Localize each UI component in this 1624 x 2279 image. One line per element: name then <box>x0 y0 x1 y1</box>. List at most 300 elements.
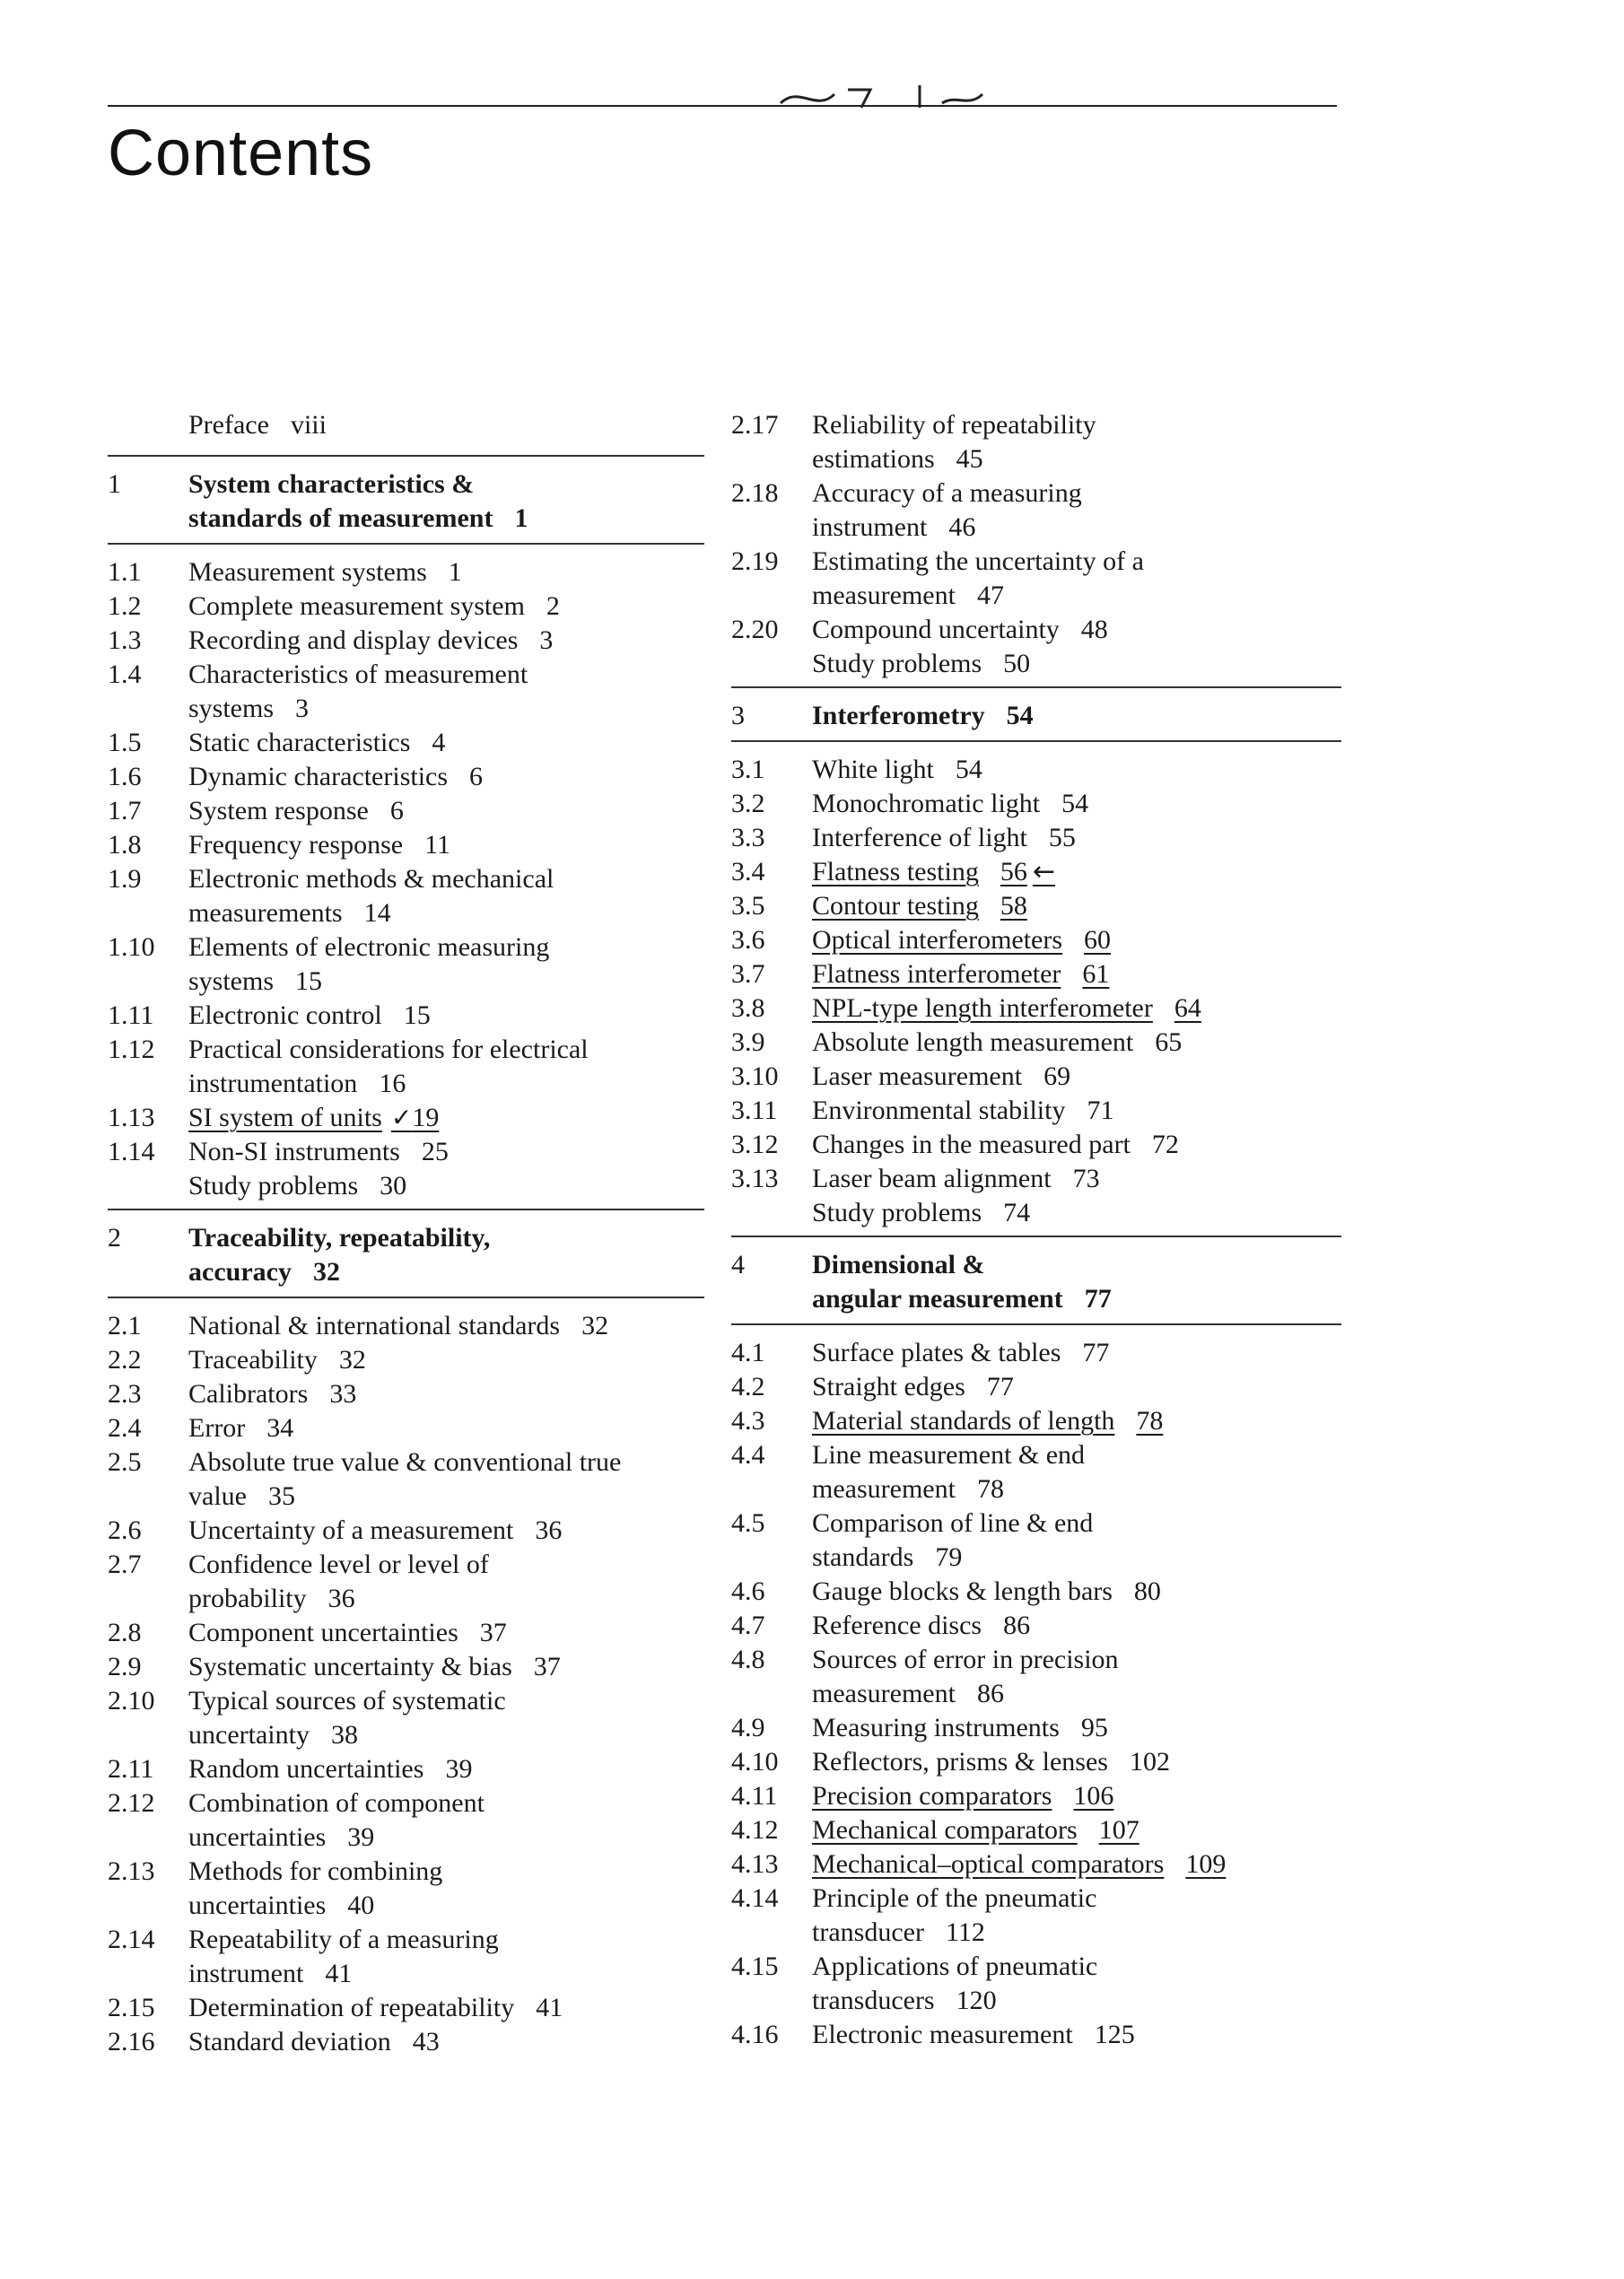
entry-title: Accuracy of a measuring <box>812 478 1082 508</box>
study-problems[interactable] <box>108 1169 704 1203</box>
toc-entry[interactable] <box>108 1650 704 1684</box>
entry-title: Monochromatic light <box>812 789 1041 818</box>
toc-entry[interactable] <box>731 889 1341 923</box>
toc-entry[interactable] <box>108 555 704 589</box>
entry-title: Principle of the pneumatic <box>812 1883 1097 1913</box>
toc-entry[interactable] <box>731 2018 1341 2052</box>
chapter-number: 4 <box>731 1250 745 1279</box>
toc-entry[interactable] <box>731 408 1341 476</box>
divider <box>731 740 1341 742</box>
entry-number: 2.14 <box>108 1925 155 1954</box>
entry-title-line2: transducers <box>812 1986 935 2015</box>
chapter-2-continued-entries <box>731 408 1341 647</box>
divider <box>108 455 704 457</box>
study-problems[interactable] <box>731 1196 1341 1230</box>
toc-entry[interactable] <box>731 1847 1341 1882</box>
toc-entry[interactable] <box>731 855 1341 889</box>
entry-page: 41 <box>536 1993 563 2022</box>
entry-title: Measuring instruments <box>812 1713 1060 1742</box>
entry-number: 1.7 <box>108 796 142 825</box>
entry-title-line2: instrument <box>812 512 928 542</box>
entry-number: 4.12 <box>731 1815 779 1845</box>
chapter-3-entries <box>731 753 1341 1196</box>
toc-entry[interactable] <box>108 1343 704 1377</box>
entry-number: 4.7 <box>731 1611 765 1640</box>
toc-entry[interactable] <box>731 1643 1341 1711</box>
entry-number: 1.3 <box>108 625 142 655</box>
toc-entry[interactable] <box>108 1101 704 1135</box>
entry-number: 1.4 <box>108 659 142 689</box>
entry-number: 1.13 <box>108 1103 155 1132</box>
entry-page: 38 <box>330 1720 358 1750</box>
entry-page: 73 <box>1072 1164 1100 1193</box>
entry-title: Systematic uncertainty & bias <box>188 1652 512 1681</box>
toc-entry[interactable] <box>731 1060 1341 1094</box>
entry-title: Changes in the measured part <box>812 1130 1131 1159</box>
toc-entry[interactable] <box>108 862 704 930</box>
entry-page: 60 <box>1084 925 1112 955</box>
toc-entry[interactable] <box>108 726 704 760</box>
divider <box>731 1236 1341 1237</box>
toc-entry[interactable] <box>731 1506 1341 1575</box>
entry-number: 2.12 <box>108 1788 155 1818</box>
toc-entry[interactable] <box>731 923 1341 957</box>
entry-number: 3.2 <box>731 789 765 818</box>
toc-entry[interactable] <box>731 476 1341 545</box>
entry-page: 64 <box>1174 993 1201 1023</box>
entry-title: Gauge blocks & length bars <box>812 1576 1113 1606</box>
entry-page: 80 <box>1133 1576 1161 1606</box>
entry-number: 4.13 <box>731 1849 779 1879</box>
entry-page: 32 <box>338 1345 366 1375</box>
entry-number: 2.7 <box>108 1550 142 1579</box>
study-label: Study problems <box>812 649 982 678</box>
entry-number: 1.9 <box>108 864 142 894</box>
entry-number: 2.13 <box>108 1856 155 1886</box>
divider <box>108 543 704 545</box>
entry-number: 2.17 <box>731 410 779 440</box>
entry-title-line2: measurement <box>812 581 956 610</box>
entry-title: Random uncertainties <box>188 1754 424 1784</box>
entry-page: 43 <box>412 2027 440 2056</box>
chapter-2-entries <box>108 1309 704 2059</box>
divider <box>108 1297 704 1298</box>
entry-title: Standard deviation <box>188 2027 391 2056</box>
entry-number: 3.5 <box>731 891 765 921</box>
entry-page: 86 <box>976 1679 1004 1708</box>
entry-number: 2.16 <box>108 2027 155 2056</box>
entry-title: Straight edges <box>812 1372 965 1401</box>
entry-page: 6 <box>389 796 404 825</box>
entry-number: 3.8 <box>731 993 765 1023</box>
study-problems[interactable] <box>731 647 1341 681</box>
arrow-left-icon: ← <box>1032 856 1055 887</box>
toc-entry[interactable] <box>108 1991 704 2025</box>
entry-title: System response <box>188 796 369 825</box>
entry-number: 2.11 <box>108 1754 154 1784</box>
toc-entry[interactable] <box>108 1033 704 1101</box>
entry-page: 33 <box>329 1379 357 1409</box>
entry-title: Laser beam alignment <box>812 1164 1052 1193</box>
entry-title: White light <box>812 755 934 784</box>
toc-entry[interactable] <box>108 1309 704 1343</box>
entry-page: 54 <box>955 755 982 784</box>
entry-page: 34 <box>266 1413 294 1443</box>
chapter-number: 2 <box>108 1223 121 1253</box>
entry-number: 3.7 <box>731 959 765 989</box>
divider <box>731 1323 1341 1325</box>
entry-number: 1.8 <box>108 830 142 860</box>
chapter-page: 32 <box>312 1257 340 1287</box>
entry-number: 4.1 <box>731 1338 765 1367</box>
entry-title: Calibrators <box>188 1379 309 1409</box>
entry-page: 25 <box>421 1137 449 1166</box>
entry-page: 2 <box>546 591 560 621</box>
chapter-title: Interferometry <box>812 701 985 730</box>
entry-title: Line measurement & end <box>812 1440 1086 1470</box>
entry-page: 61 <box>1082 959 1110 989</box>
toc-entry[interactable] <box>108 2025 704 2059</box>
entry-number: 2.3 <box>108 1379 142 1409</box>
entry-title-line2: measurements <box>188 898 343 928</box>
chapter-page: 1 <box>514 503 528 533</box>
toc-entry[interactable] <box>108 999 704 1033</box>
entry-number: 3.11 <box>731 1096 778 1125</box>
toc-entry[interactable] <box>731 1779 1341 1813</box>
toc-entry[interactable] <box>731 1094 1341 1128</box>
chapter-heading[interactable] <box>731 699 1341 733</box>
entry-number: 2.18 <box>731 478 779 508</box>
chapter-title-line2: angular measurement <box>812 1284 1063 1314</box>
entry-number: 4.5 <box>731 1508 765 1538</box>
toc-entry[interactable] <box>731 1711 1341 1745</box>
toc-entry[interactable] <box>108 589 704 624</box>
toc-entry[interactable] <box>731 1336 1341 1370</box>
entry-page: 58 <box>1000 891 1027 921</box>
entry-title: Electronic methods & mechanical <box>188 864 554 894</box>
entry-title: Typical sources of systematic <box>188 1686 506 1716</box>
entry-page: 112 <box>945 1917 985 1947</box>
entry-number: 3.6 <box>731 925 765 955</box>
toc-entry[interactable] <box>731 613 1341 647</box>
entry-page: 39 <box>347 1822 375 1852</box>
entry-number: 1.10 <box>108 932 155 962</box>
entry-number: 1.11 <box>108 1000 154 1030</box>
entry-number: 2.1 <box>108 1311 142 1340</box>
entry-title-line2: probability <box>188 1584 307 1613</box>
entry-number: 1.1 <box>108 557 142 587</box>
chapter-number: 3 <box>731 701 745 730</box>
entry-page: 45 <box>956 444 983 474</box>
entry-title: Elements of electronic measuring <box>188 932 550 962</box>
toc-entry[interactable] <box>731 1370 1341 1404</box>
toc-entry[interactable] <box>108 658 704 726</box>
entry-page: 78 <box>1136 1406 1164 1436</box>
entry-title-line2: systems <box>188 966 275 996</box>
toc-entry[interactable] <box>108 1377 704 1411</box>
preface-label: Preface <box>188 410 269 440</box>
toc-entry[interactable] <box>731 787 1341 821</box>
entry-title: Mechanical–optical comparators <box>812 1849 1165 1879</box>
entry-page: 125 <box>1094 2020 1135 2049</box>
entry-title: Interference of light <box>812 823 1027 852</box>
toc-entry[interactable] <box>731 545 1341 613</box>
entry-title-line2: uncertainties <box>188 1890 327 1920</box>
toc-entry[interactable] <box>108 1548 704 1616</box>
entry-number: 4.8 <box>731 1645 765 1674</box>
entry-title-line2: uncertainty <box>188 1720 310 1750</box>
entry-page: 48 <box>1080 615 1108 644</box>
toc-entry[interactable] <box>108 1786 704 1855</box>
entry-title: Estimating the uncertainty of a <box>812 546 1144 576</box>
chapter-4-entries <box>731 1336 1341 2052</box>
entry-page: 47 <box>976 581 1004 610</box>
toc-entry[interactable] <box>108 1923 704 1991</box>
entry-number: 1.14 <box>108 1137 155 1166</box>
entry-number: 2.19 <box>731 546 779 576</box>
entry-page: 86 <box>1003 1611 1031 1640</box>
entry-number: 4.2 <box>731 1372 765 1401</box>
toc-entry[interactable] <box>731 1404 1341 1438</box>
entry-title: Sources of error in precision <box>812 1645 1119 1674</box>
entry-number: 1.12 <box>108 1035 155 1064</box>
entry-title: Static characteristics <box>188 728 411 757</box>
entry-title-line2: systems <box>188 694 275 723</box>
entry-title-line2: uncertainties <box>188 1822 327 1852</box>
toc-entry[interactable] <box>108 1445 704 1514</box>
entry-page: 16 <box>379 1069 406 1098</box>
entry-number: 4.9 <box>731 1713 765 1742</box>
toc-entry[interactable] <box>731 1026 1341 1060</box>
entry-page: 102 <box>1129 1747 1170 1777</box>
entry-page: 15 <box>403 1000 431 1030</box>
toc-entry[interactable] <box>731 1128 1341 1162</box>
entry-number: 3.4 <box>731 857 765 886</box>
entry-title: Frequency response <box>188 830 404 860</box>
entry-page: 36 <box>327 1584 355 1613</box>
entry-page: 37 <box>479 1618 507 1647</box>
toc-entry[interactable] <box>108 828 704 862</box>
entry-number: 2.4 <box>108 1413 142 1443</box>
entry-number: 2.6 <box>108 1515 142 1545</box>
entry-page: 14 <box>363 898 391 928</box>
entry-page: 71 <box>1087 1096 1114 1125</box>
entry-number: 1.2 <box>108 591 142 621</box>
entry-number: 3.9 <box>731 1027 765 1057</box>
toc-left-column <box>108 408 704 2059</box>
toc-right-column <box>731 408 1341 2052</box>
entry-title: Non-SI instruments <box>188 1137 400 1166</box>
entry-title: Absolute true value & conventional true <box>188 1447 622 1477</box>
study-page: 30 <box>380 1171 407 1201</box>
entry-page: 37 <box>533 1652 561 1681</box>
toc-entry[interactable] <box>731 753 1341 787</box>
page-title: Contents <box>108 118 374 189</box>
entry-number: 2.20 <box>731 615 779 644</box>
entry-title: Contour testing <box>812 891 979 921</box>
entry-page: 120 <box>956 1986 997 2015</box>
chapter-title: Traceability, repeatability, <box>188 1223 491 1253</box>
toc-entry[interactable] <box>731 1438 1341 1506</box>
entry-title: Precision comparators <box>812 1781 1052 1811</box>
entry-page: 106 <box>1073 1781 1114 1811</box>
chapter-heading[interactable] <box>731 1248 1341 1316</box>
entry-number: 2.2 <box>108 1345 142 1375</box>
entry-title-line2: estimations <box>812 444 935 474</box>
toc-entry[interactable] <box>108 794 704 828</box>
entry-title-line2: transducer <box>812 1917 924 1947</box>
entry-number: 3.1 <box>731 755 765 784</box>
entry-page: 11 <box>424 830 450 860</box>
toc-entry[interactable] <box>108 1752 704 1786</box>
entry-number: 4.3 <box>731 1406 765 1436</box>
chapter-title: Dimensional & <box>812 1250 985 1279</box>
toc-entry[interactable] <box>731 1950 1341 2018</box>
entry-title: National & international standards <box>188 1311 561 1340</box>
entry-number: 2.10 <box>108 1686 155 1716</box>
entry-title: Reference discs <box>812 1611 982 1640</box>
entry-title: Error <box>188 1413 246 1443</box>
toc-preface[interactable] <box>108 408 704 442</box>
entry-number: 4.14 <box>731 1883 779 1913</box>
entry-page: 69 <box>1043 1061 1071 1091</box>
study-label: Study problems <box>188 1171 359 1201</box>
entry-page: 72 <box>1151 1130 1179 1159</box>
entry-title: Confidence level or level of <box>188 1550 489 1579</box>
divider <box>731 686 1341 688</box>
entry-page: 41 <box>325 1959 353 1988</box>
entry-title: Applications of pneumatic <box>812 1952 1098 1981</box>
entry-number: 4.16 <box>731 2020 779 2049</box>
entry-title: Flatness testing <box>812 857 979 886</box>
entry-title-line2: instrumentation <box>188 1069 358 1098</box>
entry-title: Reliability of repeatability <box>812 410 1096 440</box>
toc-entry[interactable] <box>108 1514 704 1548</box>
entry-page: 36 <box>535 1515 563 1545</box>
entry-page: 40 <box>347 1890 375 1920</box>
toc-entry[interactable] <box>108 1616 704 1650</box>
top-rule <box>108 105 1337 107</box>
chapter-page: 77 <box>1084 1284 1112 1314</box>
toc-entry[interactable] <box>108 760 704 794</box>
divider <box>108 1209 704 1210</box>
chapter-title: System characteristics & <box>188 469 475 499</box>
entry-page: 95 <box>1080 1713 1108 1742</box>
entry-title: Measurement systems <box>188 557 427 587</box>
chapter-heading[interactable] <box>108 467 704 536</box>
toc-entry[interactable] <box>731 1609 1341 1643</box>
toc-entry[interactable] <box>731 1575 1341 1609</box>
entry-page: 77 <box>1082 1338 1110 1367</box>
entry-number: 3.10 <box>731 1061 779 1091</box>
entry-number: 1.5 <box>108 728 142 757</box>
entry-number: 3.3 <box>731 823 765 852</box>
entry-title: Compound uncertainty <box>812 615 1060 644</box>
entry-title: Electronic control <box>188 1000 382 1030</box>
entry-title-line2: value <box>188 1481 247 1511</box>
entry-page: 39 <box>445 1754 473 1784</box>
entry-title: Characteristics of measurement <box>188 659 528 689</box>
toc-entry[interactable] <box>731 1882 1341 1950</box>
entry-title: Optical interferometers <box>812 925 1063 955</box>
study-page: 50 <box>1003 649 1031 678</box>
entry-number: 4.4 <box>731 1440 765 1470</box>
entry-page: 79 <box>935 1542 963 1572</box>
entry-title-line2: measurement <box>812 1679 956 1708</box>
entry-title: Practical considerations for electrical <box>188 1035 589 1064</box>
toc-entry[interactable] <box>108 1855 704 1923</box>
entry-title: Flatness interferometer <box>812 959 1061 989</box>
toc-entry[interactable] <box>108 624 704 658</box>
entry-number: 3.13 <box>731 1164 779 1193</box>
toc-entry[interactable] <box>731 957 1341 991</box>
entry-number: 1.6 <box>108 762 142 791</box>
toc-entry[interactable] <box>731 1162 1341 1196</box>
toc-entry[interactable] <box>108 930 704 999</box>
toc-entry[interactable] <box>108 1684 704 1752</box>
entry-page: 3 <box>539 625 554 655</box>
entry-page: 15 <box>295 966 323 996</box>
checkmark-icon: ✓ <box>390 1103 413 1132</box>
entry-page: 19 <box>412 1103 440 1132</box>
entry-title: Complete measurement system <box>188 591 525 621</box>
toc-entry[interactable] <box>731 1745 1341 1779</box>
entry-title: SI system of units <box>188 1103 382 1132</box>
toc-entry[interactable] <box>108 1411 704 1445</box>
toc-entry[interactable] <box>108 1135 704 1169</box>
entry-number: 2.15 <box>108 1993 155 2022</box>
entry-title: Mechanical comparators <box>812 1815 1078 1845</box>
handwritten-scribble <box>763 76 1032 121</box>
entry-number: 4.15 <box>731 1952 779 1981</box>
entry-title: Surface plates & tables <box>812 1338 1061 1367</box>
entry-page: 77 <box>986 1372 1014 1401</box>
entry-number: 2.5 <box>108 1447 142 1477</box>
chapter-number: 1 <box>108 469 121 499</box>
entry-title: Uncertainty of a measurement <box>188 1515 514 1545</box>
entry-page: 3 <box>295 694 310 723</box>
toc-entry[interactable] <box>731 991 1341 1026</box>
chapter-1-entries <box>108 555 704 1169</box>
entry-page: 6 <box>469 762 484 791</box>
entry-page: 107 <box>1098 1815 1139 1845</box>
chapter-title-line2: accuracy <box>188 1257 292 1287</box>
entry-title: Determination of repeatability <box>188 1993 515 2022</box>
entry-number: 2.8 <box>108 1618 142 1647</box>
entry-title: Methods for combining <box>188 1856 443 1886</box>
entry-page: 55 <box>1048 823 1076 852</box>
entry-number: 3.12 <box>731 1130 779 1159</box>
entry-title: Laser measurement <box>812 1061 1023 1091</box>
chapter-page: 54 <box>1006 701 1034 730</box>
entry-page: 1 <box>448 557 462 587</box>
entry-page: 56 <box>1000 857 1027 886</box>
entry-number: 2.9 <box>108 1652 142 1681</box>
entry-page: 35 <box>267 1481 295 1511</box>
toc-entry[interactable] <box>731 821 1341 855</box>
entry-page: 78 <box>976 1474 1004 1504</box>
chapter-heading[interactable] <box>108 1221 704 1289</box>
entry-page: 4 <box>432 728 446 757</box>
preface-page: viii <box>290 410 327 440</box>
entry-title: Environmental stability <box>812 1096 1066 1125</box>
entry-title: Dynamic characteristics <box>188 762 449 791</box>
toc-entry[interactable] <box>731 1813 1341 1847</box>
entry-title: Electronic measurement <box>812 2020 1073 2049</box>
entry-page: 65 <box>1155 1027 1183 1057</box>
entry-title: Recording and display devices <box>188 625 519 655</box>
entry-number: 4.6 <box>731 1576 765 1606</box>
